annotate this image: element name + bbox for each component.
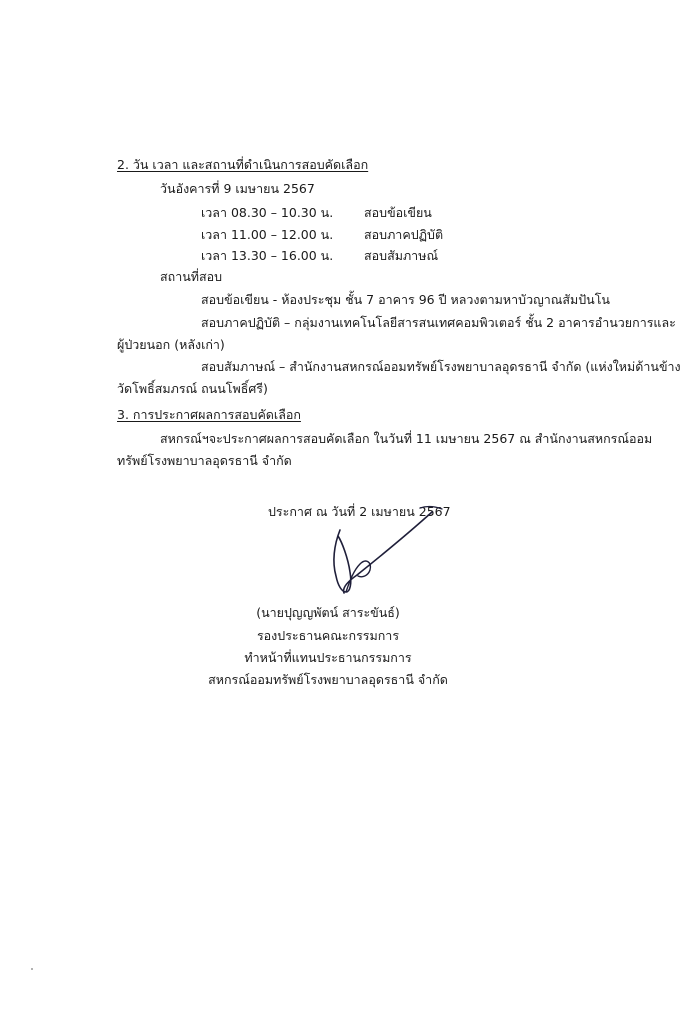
handwritten-signature <box>312 500 462 600</box>
venue-interview-line-1: สอบสัมภาษณ์ – สำนักงานสหกรณ์ออมทรัพย์โรงพยาบาลอุดรธานี จำกัด (แห่งใหม่ด้านข้าง <box>201 359 681 374</box>
section-3-heading: 3. การประกาศผลการสอบคัดเลือก <box>117 407 301 422</box>
signatory-organization: สหกรณ์ออมทรัพย์โรงพยาบาลอุดรธานี จำกัด <box>208 672 448 687</box>
signatory-name: (นายปุญญพัตน์ สาระขันธ์) <box>256 605 400 620</box>
scan-speck <box>31 968 33 970</box>
venue-practical-line-1: สอบภาคปฏิบัติ – กลุ่มงานเทคโนโลยีสารสนเทศคอมพิวเตอร์ ชั้น 2 อาคารอำนวยการและ <box>201 315 676 330</box>
schedule-activity-2: สอบภาคปฏิบัติ <box>364 227 444 242</box>
venue-label: สถานที่สอบ <box>160 269 223 284</box>
schedule-time-1: เวลา 08.30 – 10.30 น. <box>201 205 334 220</box>
result-announcement-line-2: ทรัพย์โรงพยาบาลอุดรธานี จำกัด <box>117 453 292 468</box>
announcement-date: ประกาศ ณ วันที่ 2 เมษายน 2567 <box>268 504 451 519</box>
signatory-position-2: ทำหน้าที่แทนประธานกรรมการ <box>244 650 412 665</box>
exam-date: วันอังคารที่ 9 เมษายน 2567 <box>160 181 315 196</box>
venue-practical-line-2: ผู้ป่วยนอก (หลังเก่า) <box>117 337 225 352</box>
schedule-activity-3: สอบสัมภาษณ์ <box>364 248 439 263</box>
schedule-time-2: เวลา 11.00 – 12.00 น. <box>201 227 334 242</box>
schedule-activity-1: สอบข้อเขียน <box>364 205 432 220</box>
venue-written: สอบข้อเขียน - ห้องประชุม ชั้น 7 อาคาร 96 ปี หลวงตามหาบัวญาณสัมปันโน <box>201 292 610 307</box>
signatory-position-1: รองประธานคณะกรรมการ <box>256 628 400 643</box>
venue-interview-line-2: วัดโพธิ์สมภรณ์ ถนนโพธิ์ศรี) <box>117 381 268 396</box>
section-2-heading: 2. วัน เวลา และสถานที่ดำเนินการสอบคัดเลือก <box>117 157 369 172</box>
schedule-time-3: เวลา 13.30 – 16.00 น. <box>201 248 334 263</box>
result-announcement-line-1: สหกรณ์ฯจะประกาศผลการสอบคัดเลือก ในวันที่ 11 เมษายน 2567 ณ สำนักงานสหกรณ์ออม <box>160 431 653 446</box>
